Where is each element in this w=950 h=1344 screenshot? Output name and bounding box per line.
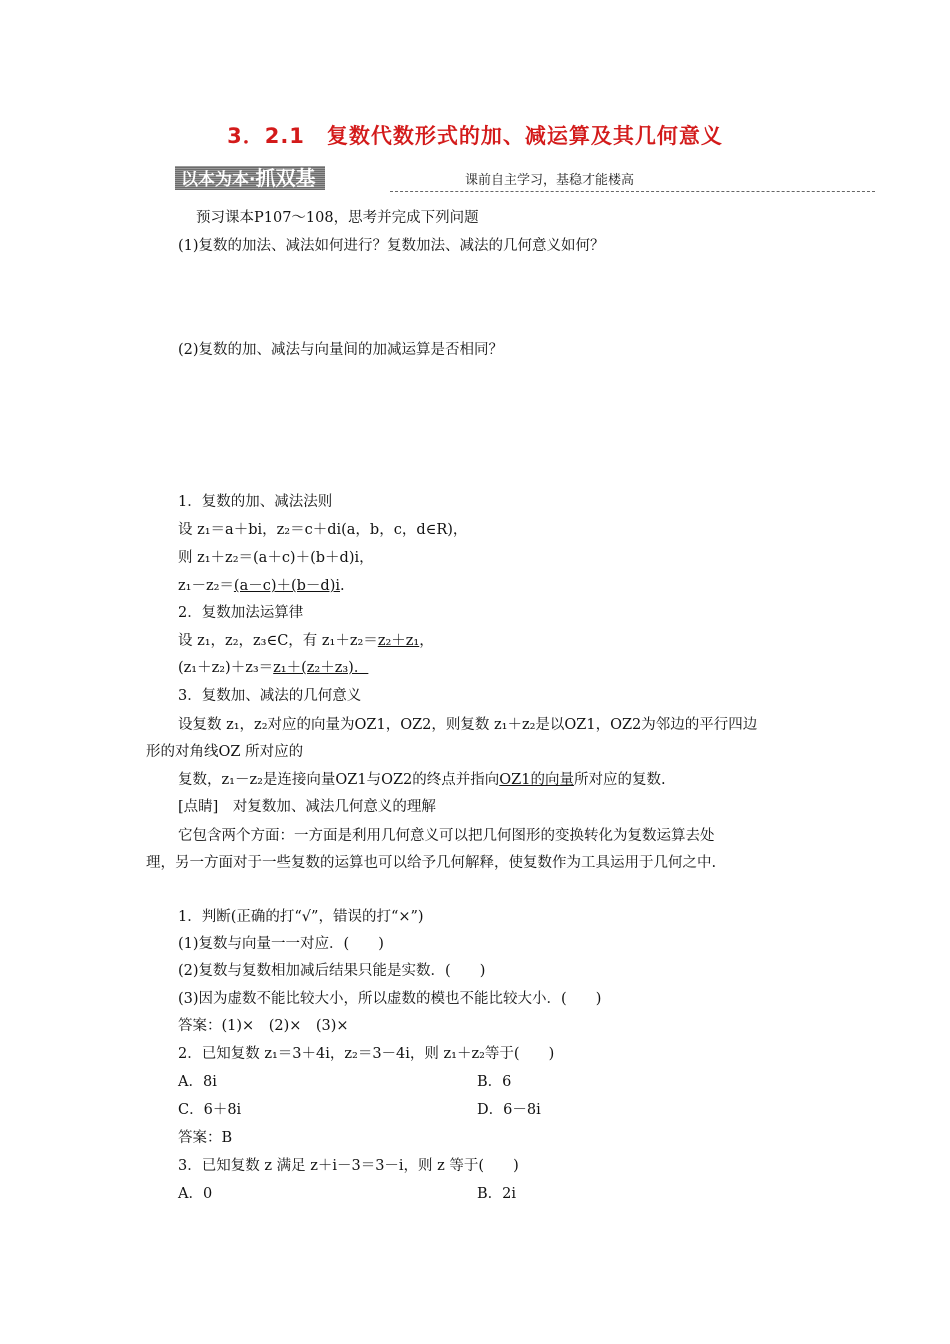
section3-line3 [178, 770, 666, 790]
exercise-1: 1．判断(正确的打“√”，错误的打“×”) [178, 909, 424, 925]
section3-line3-answer: OZ1的向量 [499, 772, 574, 788]
section3-line3-suffix: 所对应的复数. [573, 772, 666, 788]
exercise-2-option-b: B．6 [477, 1074, 512, 1090]
preview-question-2: (2)复数的加、减法与向量间的加减运算是否相同？ [178, 342, 504, 358]
exercise-3: 3．已知复数 z 满足 z＋i－3＝3－i，则 z 等于( ) [178, 1158, 519, 1174]
section1-line2: 则 z₁＋z₂＝(a＋c)＋(b＋d)i， [178, 550, 374, 566]
banner-left-text: 以本为本· [181, 170, 256, 190]
exercise-2: 2．已知复数 z₁＝3＋4i，z₂＝3－4i，则 z₁＋z₂等于( ) [178, 1046, 555, 1062]
section1-line3-prefix: z₁－z₂＝ [178, 578, 234, 594]
preview-question-1: (1)复数的加法、减法如何进行？复数加法、减法的几何意义如何？ [178, 238, 605, 254]
banner-big-text: 抓双基 [255, 166, 316, 190]
section1-line3 [178, 576, 345, 596]
section1-heading: 1．复数的加、减法法则 [178, 494, 333, 510]
section2-heading: 2．复数加法运算律 [178, 605, 304, 621]
section2-line1-prefix: 设 z₁，z₂，z₃∈C，有 z₁＋z₂＝ [178, 633, 378, 649]
exercise-1-item-1: (1)复数与向量一一对应．( ) [178, 936, 384, 952]
page-title: 3．2.1 复数代数形式的加、减运算及其几何意义 [227, 124, 723, 148]
section2-line1 [178, 631, 434, 651]
banner-label [175, 166, 325, 190]
section2-line2-answer: z₁＋(z₂＋z₃)． [273, 660, 369, 676]
banner-tagline: 课前自主学习，基稳才能楼高 [465, 173, 635, 188]
section1-line1: 设 z₁＝a＋bi，z₂＝c＋di(a，b，c，d∈R)， [178, 522, 468, 538]
section3-line1: 设复数 z₁，z₂对应的向量为OZ1，OZ2，则复数 z₁＋z₂是以OZ1，OZ2为邻边的平行四边 [178, 717, 758, 733]
exercise-3-option-a: A．0 [178, 1186, 213, 1202]
section3-line2: 形的对角线OZ 所对应的 [146, 744, 304, 760]
section2-line1-suffix: ， [419, 633, 434, 649]
note-line2: 理，另一方面对于一些复数的运算也可以给予几何解释，使复数作为工具运用于几何之中. [146, 855, 717, 871]
preview-intro: 预习课本P107～108，思考并完成下列问题 [196, 210, 479, 226]
section3-heading: 3．复数加、减法的几何意义 [178, 688, 362, 704]
note-heading: [点睛] 对复数加、减法几何意义的理解 [178, 799, 436, 815]
section2-line2-prefix: (z₁＋z₂)＋z₃＝ [178, 660, 274, 676]
exercise-1-item-2: (2)复数与复数相加减后结果只能是实数．( ) [178, 963, 486, 979]
exercise-3-option-b: B．2i [477, 1186, 517, 1202]
section3-line3-prefix: 复数，z₁－z₂是连接向量OZ1与OZ2的终点并指向 [178, 772, 500, 788]
exercise-2-option-c: C．6＋8i [178, 1102, 242, 1118]
exercise-1-answer: 答案：(1)× (2)× (3)× [178, 1018, 349, 1034]
section1-line3-suffix: . [340, 578, 345, 594]
section1-line3-answer: (a－c)＋(b－d)i [233, 578, 341, 594]
exercise-1-item-3: (3)因为虚数不能比较大小，所以虚数的模也不能比较大小．( ) [178, 991, 602, 1007]
banner-divider [390, 191, 875, 192]
section2-line1-answer: z₂＋z₁ [377, 633, 420, 649]
note-line1: 它包含两个方面：一方面是利用几何意义可以把几何图形的变换转化为复数运算去处 [178, 828, 715, 844]
section-banner [175, 166, 875, 192]
exercise-2-option-d: D．6－8i [477, 1102, 541, 1118]
section2-line2 [178, 658, 368, 678]
exercise-2-option-a: A．8i [178, 1074, 217, 1090]
exercise-2-answer: 答案：B [178, 1130, 233, 1146]
